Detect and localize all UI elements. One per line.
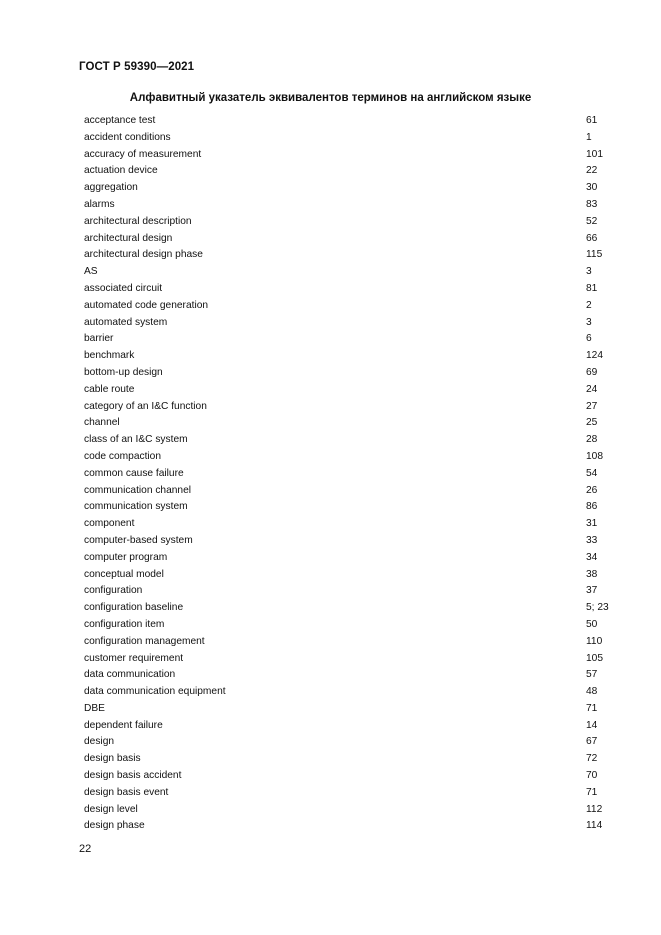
index-entry xyxy=(84,667,644,684)
index-term-number: 54 xyxy=(586,467,598,479)
index-entry xyxy=(84,197,644,214)
index-term-number: 1 xyxy=(586,131,592,143)
index-term-number: 81 xyxy=(586,282,598,294)
index-term: class of an I&C system xyxy=(84,434,188,446)
index-term: communication channel xyxy=(84,484,192,496)
index-entry xyxy=(84,567,644,584)
index-term-number: 25 xyxy=(586,417,598,429)
index-term: design xyxy=(84,736,115,748)
index-entry xyxy=(84,768,644,785)
index-term: automated code generation xyxy=(84,299,209,311)
document-header: ГОСТ Р 59390—2021 xyxy=(79,61,195,73)
index-term: category of an I&C function xyxy=(84,400,207,412)
index-term-number: 61 xyxy=(586,115,598,126)
index-term-number: 108 xyxy=(586,450,603,462)
index-term: configuration item xyxy=(84,618,165,630)
index-term-number: 48 xyxy=(586,686,598,698)
index-term: architectural design phase xyxy=(84,249,203,261)
index-term-number: 26 xyxy=(586,484,598,496)
index-entry xyxy=(84,617,644,634)
index-entry xyxy=(84,365,644,382)
index-term: automated system xyxy=(84,316,168,328)
index-term-number: 101 xyxy=(586,148,603,160)
index-term: benchmark xyxy=(84,350,135,362)
index-entry xyxy=(84,802,644,819)
index-term-number: 124 xyxy=(586,350,603,362)
index-term: computer-based system xyxy=(84,534,193,546)
index-title: Алфавитный указатель эквивалентов терминов на английском языке xyxy=(129,92,532,104)
index-term: architectural design xyxy=(84,232,173,244)
index-term-number: 31 xyxy=(586,518,598,530)
index-term: bottom-up design xyxy=(84,366,163,378)
index-term: AS xyxy=(84,266,98,278)
index-term-number: 115 xyxy=(586,249,603,261)
index-term-number: 114 xyxy=(586,820,603,832)
index-term: alarms xyxy=(84,198,115,210)
index-term-number: 57 xyxy=(586,669,598,681)
index-term-number: 37 xyxy=(586,585,598,597)
index-entry xyxy=(84,751,644,768)
index-term: design level xyxy=(84,803,138,815)
index-entry xyxy=(84,684,644,701)
index-entry xyxy=(84,718,644,735)
index-entry xyxy=(84,348,644,365)
index-term: component xyxy=(84,518,135,530)
index-entry xyxy=(84,298,644,315)
index-term: code compaction xyxy=(84,450,162,462)
index-term-number: 3 xyxy=(586,316,592,328)
index-term: acceptance test xyxy=(84,115,156,126)
index-entry xyxy=(84,550,644,567)
index-term: design basis accident xyxy=(84,770,182,782)
index-entry xyxy=(84,180,644,197)
index-term-number: 38 xyxy=(586,568,598,580)
index-term-number: 112 xyxy=(586,803,603,815)
index-entry xyxy=(84,281,644,298)
index-term: data communication xyxy=(84,669,176,681)
index-term-number: 6 xyxy=(586,333,592,345)
index-term: architectural description xyxy=(84,215,192,227)
index-term: communication system xyxy=(84,501,188,513)
index-term: conceptual model xyxy=(84,568,164,580)
index-term-number: 30 xyxy=(586,182,598,194)
index-term-number: 83 xyxy=(586,198,598,210)
page-number: 22 xyxy=(79,843,92,855)
index-entry xyxy=(84,701,644,718)
index-entry xyxy=(84,499,644,516)
index-entry xyxy=(84,415,644,432)
index-term-number: 71 xyxy=(586,702,598,714)
index-term-number: 3 xyxy=(586,266,592,278)
index-term: DBE xyxy=(84,702,105,714)
index-term-number: 24 xyxy=(586,383,598,395)
index-entry xyxy=(84,466,644,483)
index-term-number: 110 xyxy=(586,635,603,647)
index-term-number: 27 xyxy=(586,400,598,412)
index-term-number: 14 xyxy=(586,719,598,731)
index-entry xyxy=(84,483,644,500)
index-term-number: 70 xyxy=(586,770,598,782)
index-list xyxy=(84,113,644,835)
index-term: configuration baseline xyxy=(84,602,184,614)
index-term-number: 28 xyxy=(586,434,598,446)
index-entry xyxy=(84,147,644,164)
index-term: design phase xyxy=(84,820,145,832)
index-term-number: 22 xyxy=(586,165,598,177)
index-term-number: 2 xyxy=(586,299,592,311)
index-entry xyxy=(84,130,644,147)
index-term: data communication equipment xyxy=(84,686,226,698)
index-entry xyxy=(84,734,644,751)
index-entry xyxy=(84,399,644,416)
index-entry xyxy=(84,449,644,466)
index-term: configuration xyxy=(84,585,143,597)
index-entry xyxy=(84,331,644,348)
index-entry xyxy=(84,785,644,802)
index-entry xyxy=(84,600,644,617)
index-term: channel xyxy=(84,417,120,429)
index-term-number: 105 xyxy=(586,652,603,664)
index-term-number: 67 xyxy=(586,736,598,748)
index-term: configuration management xyxy=(84,635,205,647)
index-entry xyxy=(84,516,644,533)
index-term-number: 71 xyxy=(586,786,598,798)
index-term-number: 52 xyxy=(586,215,598,227)
index-entry xyxy=(84,583,644,600)
index-term: accident conditions xyxy=(84,131,171,143)
index-term: aggregation xyxy=(84,182,138,194)
index-term: design basis event xyxy=(84,786,169,798)
index-term-number: 5; 23 xyxy=(586,602,609,614)
index-term: design basis xyxy=(84,753,141,765)
index-term: customer requirement xyxy=(84,652,184,664)
index-term-number: 86 xyxy=(586,501,598,513)
index-entry xyxy=(84,113,644,130)
index-entry xyxy=(84,818,644,835)
index-term-number: 72 xyxy=(586,753,598,765)
index-term: associated circuit xyxy=(84,282,163,294)
index-entry xyxy=(84,214,644,231)
index-term: computer program xyxy=(84,551,168,563)
index-entry xyxy=(84,533,644,550)
index-entry xyxy=(84,634,644,651)
index-term: accuracy of measurement xyxy=(84,148,202,160)
index-term-number: 50 xyxy=(586,618,598,630)
index-term: dependent failure xyxy=(84,719,163,731)
index-entry xyxy=(84,264,644,281)
index-term-number: 66 xyxy=(586,232,598,244)
index-entry xyxy=(84,315,644,332)
index-term-number: 33 xyxy=(586,534,598,546)
index-entry xyxy=(84,432,644,449)
index-term: barrier xyxy=(84,333,114,345)
index-term: cable route xyxy=(84,383,135,395)
index-entry xyxy=(84,382,644,399)
index-entry xyxy=(84,247,644,264)
index-entry xyxy=(84,231,644,248)
index-term-number: 69 xyxy=(586,366,598,378)
index-term: actuation device xyxy=(84,165,158,177)
index-term-number: 34 xyxy=(586,551,598,563)
index-entry xyxy=(84,651,644,668)
index-term: common cause failure xyxy=(84,467,184,479)
index-entry xyxy=(84,163,644,180)
